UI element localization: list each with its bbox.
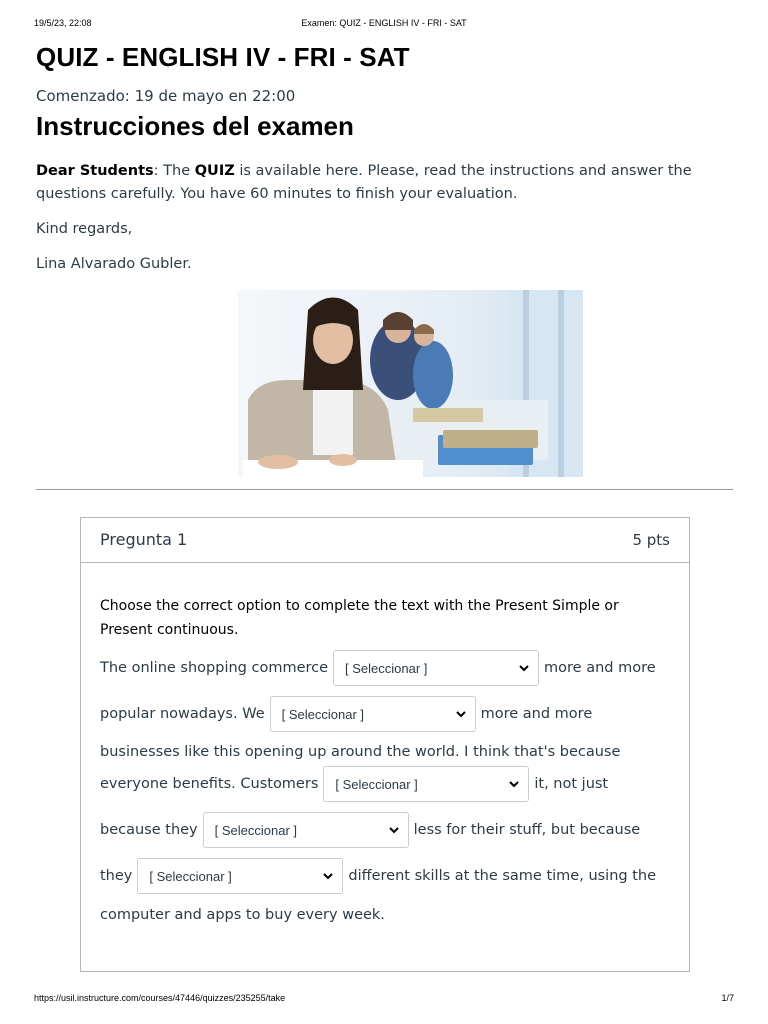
chevron-down-icon [455, 708, 467, 720]
print-title: Examen: QUIZ - ENGLISH IV - FRI - SAT [301, 18, 467, 28]
instructions-body [36, 160, 726, 288]
text-fragment: businesses like this opening up around the world. I think that's because [100, 744, 621, 760]
answer-dropdown-1[interactable] [333, 650, 539, 686]
text-fragment: popular nowadays. We [100, 706, 265, 722]
text-fragment: it, not just [534, 776, 609, 792]
text-fragment: more and more [480, 706, 593, 722]
question-card [80, 517, 690, 972]
quiz-title: QUIZ - ENGLISH IV - FRI - SAT [36, 42, 410, 72]
text-fragment: less for their stuff, but because [413, 822, 641, 838]
print-date: 19/5/23, 22:08 [34, 18, 92, 28]
text-line [100, 650, 656, 686]
instructions-paragraph [36, 160, 726, 206]
text-line [100, 858, 656, 894]
question-prompt: Choose the correct option to complete the text with the Present Simple or Present continuous. [100, 598, 619, 638]
text-fragment: different skills at the same time, using the [348, 868, 657, 884]
question-header [81, 518, 689, 563]
students-exam-photo [238, 290, 583, 477]
dropdown-value: [ Seleccionar ] [281, 706, 364, 722]
print-header [34, 18, 734, 30]
instructions-signature: Lina Alvarado Gubler. [36, 256, 192, 272]
text-fragment: they [100, 868, 133, 884]
instructions-greeting: Dear Students [36, 163, 154, 179]
chevron-down-icon [508, 778, 520, 790]
dropdown-value: [ Seleccionar ] [214, 822, 298, 838]
dropdown-value: [ Seleccionar ] [149, 868, 232, 884]
print-footer [34, 993, 734, 1005]
instructions-text: : The [153, 163, 195, 179]
text-line [100, 907, 385, 923]
question-body [81, 564, 689, 971]
instructions-regards: Kind regards, [36, 221, 133, 237]
answer-dropdown-2[interactable] [270, 696, 476, 732]
section-divider [36, 489, 733, 490]
text-fragment: more and more [544, 660, 656, 676]
dropdown-value: [ Seleccionar ] [345, 660, 428, 676]
text-line [100, 766, 608, 802]
instructions-heading: Instrucciones del examen [36, 111, 354, 141]
chevron-down-icon [388, 824, 400, 836]
text-line [100, 812, 640, 848]
text-line [100, 696, 592, 732]
answer-dropdown-4[interactable] [203, 812, 409, 848]
quiz-started-time: Comenzado: 19 de mayo en 22:00 [36, 87, 296, 105]
question-points: 5 pts [632, 531, 670, 549]
answer-dropdown-3[interactable] [323, 766, 529, 802]
instructions-quiz-word: QUIZ [194, 163, 235, 179]
instructions-text: is available here. Please, read the instructions and answer the questions carefully. You have 60 minutes to finish your evaluation. [36, 163, 692, 202]
text-fragment: because they [100, 822, 198, 838]
text-fragment: computer and apps to buy every week. [100, 907, 385, 923]
answer-dropdown-5[interactable] [137, 858, 343, 894]
text-fragment: The online shopping commerce [100, 660, 329, 676]
text-line [100, 744, 620, 760]
question-title: Pregunta 1 [100, 530, 188, 549]
text-fragment: everyone benefits. Customers [100, 776, 319, 792]
chevron-down-icon [322, 870, 334, 882]
print-page-number: 1/7 [721, 993, 734, 1003]
chevron-down-icon [518, 662, 530, 674]
print-url: https://usil.instructure.com/courses/47446/quizzes/235255/take [34, 993, 286, 1003]
dropdown-value: [ Seleccionar ] [335, 776, 418, 792]
